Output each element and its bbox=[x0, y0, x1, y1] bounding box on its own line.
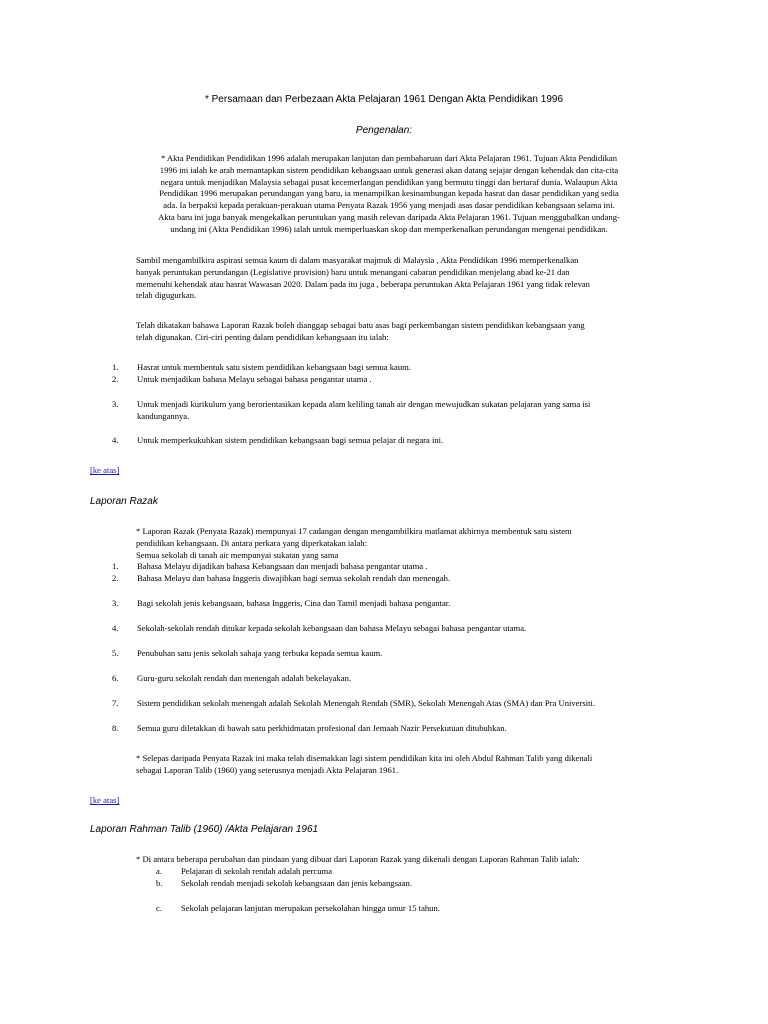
list-text: Guru-guru sekolah rendah dan menengah adalah bekelayakan. bbox=[137, 673, 352, 683]
page-title: * Persamaan dan Perbezaan Akta Pelajaran 1961 Dengan Akta Pendidikan 1996 bbox=[204, 94, 564, 105]
paragraph-line: * Selepas daripada Penyata Razak ini maka telah disemakkan lagi sistem pendidikan kita ini oleh Abdul Rahman Talib yang dikenali bbox=[136, 753, 593, 763]
intro-line: undang ini (Akta Pendidikan 1996) ialah untuk memperluaskan skop dan memperkenalkan perundangan mengenai pendidikan. bbox=[170, 223, 608, 234]
list-number: 4. bbox=[112, 435, 119, 445]
list-number: 2. bbox=[112, 374, 119, 384]
list-item bbox=[112, 673, 712, 685]
list-number: 7. bbox=[112, 698, 119, 708]
list-text: Untuk memperkukuhkan sistem pendidikan kebangsaan bagi semua pelajar di negara ini. bbox=[137, 435, 444, 445]
list-number: 8. bbox=[112, 723, 119, 733]
section-heading-laporan-rahman-talib: Laporan Rahman Talib (1960) /Akta Pelajaran 1961 bbox=[90, 824, 319, 835]
back-to-top-link[interactable]: [ke atas] bbox=[90, 795, 120, 805]
list-item bbox=[112, 362, 692, 374]
paragraph-line: telah digugurkan. bbox=[136, 290, 197, 301]
talib-intro: * Di antara beberapa perubahan dan pindaan yang dibuat dari Laporan Razak yang dikenali dengan Laporan Rahman Talib ialah: bbox=[136, 854, 580, 864]
intro-line: 1996 ini ialah ke arah memantapkan sistem pendidikan kebangsaan untuk generasi akan datang sejajar dengan kehendak dan cita-cita bbox=[159, 164, 619, 175]
paragraph-line: Semua sekolah di tanah air mempunyai sukatan yang sama bbox=[136, 549, 339, 560]
list-item bbox=[112, 648, 712, 660]
list-item bbox=[112, 561, 712, 573]
list-text: Untuk menjadikan bahasa Melayu sebagai bahasa pengantar utama . bbox=[137, 374, 372, 384]
paragraph-3 bbox=[136, 320, 696, 344]
list-number: 2. bbox=[112, 573, 119, 583]
paragraph-line: memenuhi kehendak atau hasrat Wawasan 2020. Dalam pada itu juga , beberapa peruntukan Akta Pelajaran 1961 yang tidak relevan bbox=[136, 278, 590, 289]
list-item bbox=[112, 698, 712, 710]
back-to-top-link[interactable]: [ke atas] bbox=[90, 465, 120, 475]
intro-line: ada. Ia berpaksi kepada perakuan-perakuan utama Penyata Razak 1956 yang menjadi asas dasar pendidikan kebangsaan selama ini. bbox=[163, 200, 615, 211]
list-number: 1. bbox=[112, 561, 119, 571]
list-number: 5. bbox=[112, 648, 119, 658]
list-item bbox=[112, 623, 712, 635]
list-text: Sekolah rendah menjadi sekolah kebangsaan dan jenis kebangsaan. bbox=[181, 878, 412, 888]
list-number: 6. bbox=[112, 673, 119, 683]
section-heading-laporan-razak: Laporan Razak bbox=[90, 496, 158, 507]
list-item bbox=[112, 399, 692, 423]
paragraph-line: Telah dikatakan bahawa Laporan Razak boleh dianggap sebagai batu asas bagi perkembangan sistem pendidikan kebangsaan yang bbox=[136, 320, 585, 330]
intro-heading: Pengenalan: bbox=[355, 125, 413, 136]
list-number: 3. bbox=[112, 598, 119, 608]
intro-line: Akta baru ini juga banyak mengekalkan peruntukan yang masih relevan daripada Akta Pelajaran 1961. Tujuan menggubalkan undang- bbox=[158, 211, 620, 222]
paragraph-line: sebagai Laporan Talib (1960) yang seterusnya menjadi Akta Pelajaran 1961. bbox=[136, 764, 399, 775]
list-number: 1. bbox=[112, 362, 119, 372]
list-text: Penubuhan satu jenis sekolah sahaja yang terbuka kepada semua kaum. bbox=[137, 648, 383, 658]
list-text: Untuk menjadi kurikulum yang berorientasikan kepada alam keliling tanah air dengan mewujudkan sukatan pelajaran yang sama isi bbox=[137, 399, 591, 409]
list-item bbox=[156, 866, 656, 878]
list-text: Bahasa Melayu dan bahasa Inggeris diwajibkan bagi semua sekolah rendah dan menengah. bbox=[137, 573, 451, 583]
list-number: 4. bbox=[112, 623, 119, 633]
intro-paragraph bbox=[100, 153, 678, 236]
intro-line: Pendidikan 1996 merupakan perundangan yang baru, ia menampilkan kesinambungan kepada hasrat dan dasar pendidikan yang sedia bbox=[159, 188, 619, 199]
paragraph-2 bbox=[136, 255, 696, 302]
list-text: kandungannya. bbox=[137, 411, 190, 421]
razak-after-paragraph bbox=[136, 753, 696, 777]
list-item bbox=[112, 723, 712, 735]
list-letter: b. bbox=[156, 878, 163, 888]
list-text: Hasrat untuk membentuk satu sistem pendidikan kebangsaan bagi semua kaum. bbox=[137, 362, 411, 372]
list-item bbox=[112, 374, 692, 386]
list-text: Sekolah pelajaran lanjutan merupakan persekolahan hingga umur 15 tahun. bbox=[181, 903, 440, 913]
paragraph-line: telah digunakan. Ciri-ciri penting dalam pendidikan kebangsaan itu ialah: bbox=[136, 331, 389, 342]
list-item bbox=[112, 573, 712, 585]
paragraph-line: * Laporan Razak (Penyata Razak) mempunyai 17 cadangan dengan mengambilkira matlamat akhirnya membentuk satu sistem bbox=[136, 526, 572, 536]
list-text: Bahasa Melayu dijadikan bahasa Kebangsaan dan menjadi bahasa pengantar utama . bbox=[137, 561, 428, 571]
razak-intro bbox=[136, 526, 696, 561]
list-item bbox=[112, 598, 712, 610]
list-item bbox=[156, 878, 656, 890]
paragraph-line: banyak peruntukan perundangan (Legislative provision) baru untuk menangani cabaran pendidikan menjelang abad ke-21 dan bbox=[136, 266, 570, 277]
paragraph-line: Sambil mengambilkira aspirasi semua kaum di dalam masyarakat majmuk di Malaysia , Akta Pendidikan 1996 memperkenalkan bbox=[136, 255, 579, 265]
list-text: Semua guru diletakkan di bawah satu perkhidmatan profesional dan Jemaah Nazir Persekutuan ditubuhkan. bbox=[137, 723, 507, 733]
list-letter: a. bbox=[156, 866, 162, 876]
list-letter: c. bbox=[156, 903, 162, 913]
list-item bbox=[112, 435, 692, 447]
list-text: Sistem pendidikan sekolah menengah adalah Sekolah Menengah Rendah (SMR), Sekolah Menengah Atas (SMA) dan Pra Universiti. bbox=[137, 698, 596, 708]
list-item bbox=[156, 903, 656, 915]
list-number: 3. bbox=[112, 399, 119, 409]
list-text: Sekolah-sekolah rendah ditukar kepada sekolah kebangsaan dan bahasa Melayu sebagai bahasa pengantar utama. bbox=[137, 623, 527, 633]
intro-line: negara untuk menjadikan Malaysia sebagai pusat kecemerlangan pendidikan yang bermutu tinggi dan bertaraf dunia. Walaupun Akta bbox=[160, 176, 618, 187]
intro-line: * Akta Pendidikan Pendidikan 1996 adalah merupakan lanjutan dan pembaharuan dari Akta Pelajaran 1961. Tujuan Akta Pendidikan bbox=[160, 153, 618, 163]
list-text: Pelajaran di sekolah rendah adalah percuma bbox=[181, 866, 333, 876]
paragraph-line: pendidikan kebangsaan. Di antara perkara yang diperkatakan ialah: bbox=[136, 537, 367, 548]
list-text: Bagi sekolah jenis kebangsaan, bahasa Inggeris, Cina dan Tamil menjadi bahasa pengantar. bbox=[137, 598, 451, 608]
